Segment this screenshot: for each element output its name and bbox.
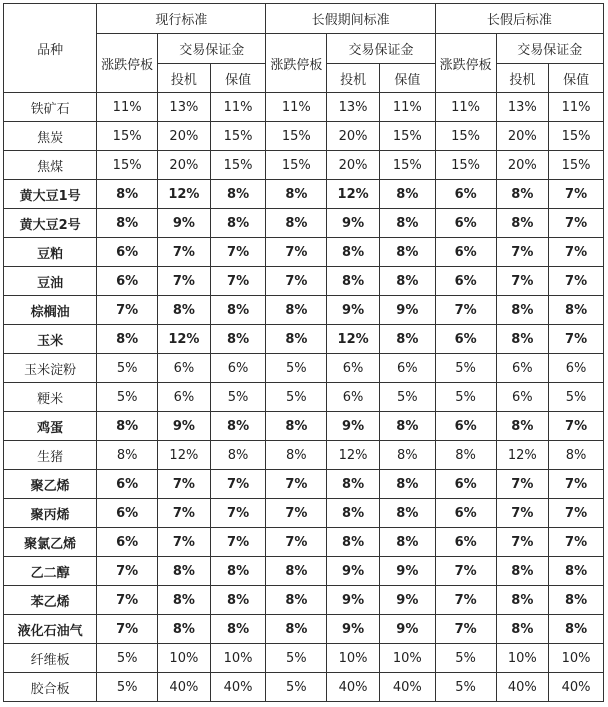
table-cell: 9% — [327, 557, 380, 586]
table-cell: 7% — [158, 267, 211, 296]
table-cell: 40% — [327, 673, 380, 702]
variety-name: 铁矿石 — [4, 93, 97, 122]
header-speculation: 投机 — [158, 64, 211, 93]
table-cell: 8% — [158, 615, 211, 644]
table-cell: 7% — [210, 528, 266, 557]
table-cell: 5% — [379, 383, 435, 412]
table-row — [4, 325, 604, 354]
variety-name: 聚氯乙烯 — [4, 528, 97, 557]
table-cell: 6% — [549, 354, 604, 383]
table-cell: 5% — [97, 354, 158, 383]
table-cell: 7% — [496, 528, 549, 557]
table-cell: 10% — [210, 644, 266, 673]
table-row — [4, 267, 604, 296]
header-group-holiday: 长假期间标准 — [266, 4, 435, 34]
table-cell: 8% — [266, 325, 327, 354]
table-row — [4, 238, 604, 267]
header-margin: 交易保证金 — [158, 34, 266, 64]
table-cell: 5% — [549, 383, 604, 412]
table-cell: 7% — [549, 267, 604, 296]
table-cell: 9% — [379, 557, 435, 586]
table-cell: 8% — [549, 441, 604, 470]
table-cell: 6% — [435, 209, 496, 238]
table-cell: 5% — [266, 383, 327, 412]
table-row — [4, 441, 604, 470]
table-row — [4, 499, 604, 528]
table-cell: 15% — [549, 122, 604, 151]
header-speculation: 投机 — [327, 64, 380, 93]
variety-name: 乙二醇 — [4, 557, 97, 586]
table-cell: 6% — [435, 325, 496, 354]
header-hedge: 保值 — [379, 64, 435, 93]
table-cell: 15% — [379, 122, 435, 151]
table-row — [4, 557, 604, 586]
table-cell: 8% — [549, 557, 604, 586]
table-cell: 20% — [158, 151, 211, 180]
table-cell: 40% — [379, 673, 435, 702]
variety-name: 棕榈油 — [4, 296, 97, 325]
table-cell: 20% — [496, 151, 549, 180]
table-cell: 8% — [549, 615, 604, 644]
table-cell: 5% — [97, 673, 158, 702]
table-cell: 8% — [496, 325, 549, 354]
header-hedge: 保值 — [210, 64, 266, 93]
table-cell: 9% — [158, 412, 211, 441]
table-cell: 5% — [266, 673, 327, 702]
table-cell: 9% — [327, 296, 380, 325]
table-cell: 8% — [158, 586, 211, 615]
header-margin: 交易保证金 — [327, 34, 435, 64]
table-cell: 8% — [379, 441, 435, 470]
variety-name: 液化石油气 — [4, 615, 97, 644]
table-cell: 7% — [549, 412, 604, 441]
table-cell: 6% — [435, 180, 496, 209]
table-cell: 7% — [549, 470, 604, 499]
variety-name: 纤维板 — [4, 644, 97, 673]
variety-name: 聚丙烯 — [4, 499, 97, 528]
table-cell: 8% — [266, 557, 327, 586]
table-cell: 13% — [496, 93, 549, 122]
table-row — [4, 354, 604, 383]
table-cell: 20% — [327, 151, 380, 180]
table-cell: 6% — [158, 383, 211, 412]
table-cell: 7% — [97, 557, 158, 586]
table-cell: 8% — [496, 412, 549, 441]
table-row — [4, 296, 604, 325]
table-cell: 11% — [266, 93, 327, 122]
table-cell: 6% — [435, 238, 496, 267]
variety-name: 玉米 — [4, 325, 97, 354]
table-cell: 15% — [266, 151, 327, 180]
table-cell: 40% — [496, 673, 549, 702]
table-row — [4, 528, 604, 557]
table-cell: 40% — [158, 673, 211, 702]
table-cell: 10% — [158, 644, 211, 673]
table-cell: 7% — [210, 470, 266, 499]
table-cell: 15% — [435, 151, 496, 180]
table-cell: 6% — [97, 528, 158, 557]
table-cell: 6% — [435, 412, 496, 441]
table-cell: 7% — [266, 267, 327, 296]
table-cell: 7% — [435, 586, 496, 615]
table-cell: 6% — [327, 383, 380, 412]
table-cell: 8% — [496, 180, 549, 209]
table-cell: 8% — [266, 209, 327, 238]
table-cell: 8% — [379, 499, 435, 528]
table-cell: 6% — [435, 499, 496, 528]
table-cell: 8% — [379, 528, 435, 557]
table-cell: 5% — [97, 383, 158, 412]
table-cell: 7% — [496, 267, 549, 296]
table-cell: 11% — [435, 93, 496, 122]
table-cell: 6% — [435, 470, 496, 499]
table-cell: 8% — [379, 412, 435, 441]
table-cell: 15% — [97, 122, 158, 151]
table-cell: 12% — [158, 325, 211, 354]
table-cell: 8% — [327, 238, 380, 267]
table-cell: 9% — [327, 412, 380, 441]
table-cell: 13% — [327, 93, 380, 122]
table-cell: 8% — [210, 441, 266, 470]
table-cell: 12% — [158, 180, 211, 209]
table-cell: 8% — [327, 470, 380, 499]
table-cell: 6% — [158, 354, 211, 383]
table-cell: 40% — [549, 673, 604, 702]
table-cell: 7% — [97, 296, 158, 325]
table-row — [4, 470, 604, 499]
table-cell: 6% — [97, 499, 158, 528]
table-cell: 8% — [210, 615, 266, 644]
table-cell: 10% — [327, 644, 380, 673]
table-cell: 8% — [379, 209, 435, 238]
table-cell: 6% — [97, 267, 158, 296]
variety-name: 胶合板 — [4, 673, 97, 702]
header-margin: 交易保证金 — [496, 34, 604, 64]
table-cell: 11% — [97, 93, 158, 122]
table-cell: 7% — [549, 209, 604, 238]
table-cell: 20% — [327, 122, 380, 151]
table-cell: 8% — [496, 615, 549, 644]
table-cell: 7% — [435, 296, 496, 325]
table-cell: 8% — [97, 441, 158, 470]
table-cell: 8% — [266, 296, 327, 325]
variety-name: 豆油 — [4, 267, 97, 296]
table-cell: 8% — [158, 296, 211, 325]
table-cell: 8% — [266, 441, 327, 470]
table-cell: 7% — [266, 528, 327, 557]
table-cell: 8% — [266, 180, 327, 209]
table-cell: 7% — [435, 615, 496, 644]
table-cell: 6% — [435, 267, 496, 296]
table-cell: 7% — [158, 238, 211, 267]
table-cell: 8% — [210, 209, 266, 238]
table-cell: 7% — [210, 499, 266, 528]
table-cell: 8% — [266, 412, 327, 441]
header-variety: 品种 — [4, 4, 97, 93]
table-cell: 10% — [379, 644, 435, 673]
table-cell: 8% — [379, 180, 435, 209]
table-cell: 8% — [210, 412, 266, 441]
table-cell: 8% — [379, 470, 435, 499]
table-cell: 8% — [210, 325, 266, 354]
table-cell: 7% — [266, 238, 327, 267]
table-cell: 7% — [158, 528, 211, 557]
table-row — [4, 615, 604, 644]
table-cell: 11% — [210, 93, 266, 122]
table-cell: 8% — [379, 325, 435, 354]
table-row — [4, 151, 604, 180]
table-body — [4, 93, 604, 702]
table-cell: 8% — [327, 499, 380, 528]
table-cell: 8% — [379, 238, 435, 267]
table-cell: 8% — [496, 209, 549, 238]
table-cell: 7% — [210, 267, 266, 296]
variety-name: 豆粕 — [4, 238, 97, 267]
table-cell: 7% — [549, 499, 604, 528]
table-cell: 9% — [158, 209, 211, 238]
table-cell: 8% — [210, 557, 266, 586]
table-cell: 7% — [496, 499, 549, 528]
variety-name: 鸡蛋 — [4, 412, 97, 441]
table-cell: 7% — [210, 238, 266, 267]
header-limit: 涨跌停板 — [97, 34, 158, 93]
variety-name: 黄大豆2号 — [4, 209, 97, 238]
table-cell: 11% — [379, 93, 435, 122]
table-cell: 6% — [379, 354, 435, 383]
table-cell: 7% — [549, 528, 604, 557]
table-cell: 9% — [379, 296, 435, 325]
table-cell: 8% — [496, 296, 549, 325]
table-cell: 10% — [549, 644, 604, 673]
table-cell: 15% — [435, 122, 496, 151]
table-cell: 5% — [435, 383, 496, 412]
table-cell: 6% — [496, 383, 549, 412]
table-cell: 8% — [210, 180, 266, 209]
header-group-current: 现行标准 — [97, 4, 266, 34]
table-cell: 6% — [210, 354, 266, 383]
table-cell: 8% — [266, 615, 327, 644]
table-cell: 5% — [266, 354, 327, 383]
table-cell: 15% — [379, 151, 435, 180]
table-cell: 11% — [549, 93, 604, 122]
table-cell: 9% — [327, 615, 380, 644]
table-cell: 7% — [158, 499, 211, 528]
table-cell: 6% — [327, 354, 380, 383]
table-cell: 9% — [379, 586, 435, 615]
header-speculation: 投机 — [496, 64, 549, 93]
table-cell: 12% — [158, 441, 211, 470]
table-cell: 9% — [379, 615, 435, 644]
table-cell: 15% — [210, 151, 266, 180]
variety-name: 焦炭 — [4, 122, 97, 151]
table-cell: 7% — [496, 238, 549, 267]
table-row — [4, 673, 604, 702]
table-cell: 5% — [435, 673, 496, 702]
table-cell: 7% — [158, 470, 211, 499]
variety-name: 苯乙烯 — [4, 586, 97, 615]
table-cell: 8% — [97, 180, 158, 209]
header-group-after: 长假后标准 — [435, 4, 603, 34]
table-cell: 6% — [435, 528, 496, 557]
table-cell: 6% — [97, 238, 158, 267]
variety-name: 聚乙烯 — [4, 470, 97, 499]
table-cell: 7% — [435, 557, 496, 586]
table-cell: 8% — [158, 557, 211, 586]
variety-name: 生猪 — [4, 441, 97, 470]
table-cell: 20% — [158, 122, 211, 151]
table-cell: 12% — [327, 325, 380, 354]
variety-name: 黄大豆1号 — [4, 180, 97, 209]
table-cell: 8% — [496, 586, 549, 615]
table-cell: 13% — [158, 93, 211, 122]
table-row — [4, 586, 604, 615]
table-cell: 9% — [327, 586, 380, 615]
table-cell: 7% — [496, 470, 549, 499]
table-cell: 8% — [97, 412, 158, 441]
table-cell: 5% — [266, 644, 327, 673]
header-limit: 涨跌停板 — [266, 34, 327, 93]
table-cell: 8% — [549, 296, 604, 325]
table-cell: 9% — [327, 209, 380, 238]
table-cell: 8% — [496, 557, 549, 586]
table-cell: 12% — [496, 441, 549, 470]
table-cell: 15% — [210, 122, 266, 151]
margin-limit-table — [3, 3, 604, 702]
table-cell: 8% — [210, 586, 266, 615]
table-row — [4, 644, 604, 673]
table-row — [4, 93, 604, 122]
table-cell: 8% — [549, 586, 604, 615]
table-cell: 15% — [549, 151, 604, 180]
table-cell: 10% — [496, 644, 549, 673]
table-cell: 8% — [435, 441, 496, 470]
table-cell: 6% — [97, 470, 158, 499]
table-cell: 8% — [379, 267, 435, 296]
table-row — [4, 412, 604, 441]
variety-name: 粳米 — [4, 383, 97, 412]
variety-name: 玉米淀粉 — [4, 354, 97, 383]
table-cell: 5% — [210, 383, 266, 412]
table-cell: 8% — [210, 296, 266, 325]
table-row — [4, 122, 604, 151]
table-cell: 15% — [266, 122, 327, 151]
table-cell: 8% — [266, 586, 327, 615]
table-cell: 5% — [97, 644, 158, 673]
table-cell: 15% — [97, 151, 158, 180]
table-cell: 8% — [97, 325, 158, 354]
table-row — [4, 383, 604, 412]
table-cell: 20% — [496, 122, 549, 151]
table-cell: 6% — [496, 354, 549, 383]
table-cell: 12% — [327, 180, 380, 209]
table-cell: 7% — [266, 470, 327, 499]
table-row — [4, 180, 604, 209]
table-cell: 8% — [327, 528, 380, 557]
table-row — [4, 209, 604, 238]
table-cell: 7% — [266, 499, 327, 528]
header-hedge: 保值 — [549, 64, 604, 93]
table-cell: 7% — [549, 180, 604, 209]
table-cell: 7% — [97, 586, 158, 615]
header-limit: 涨跌停板 — [435, 34, 496, 93]
table-cell: 5% — [435, 354, 496, 383]
table-cell: 7% — [549, 238, 604, 267]
table-cell: 5% — [435, 644, 496, 673]
table-cell: 8% — [97, 209, 158, 238]
table-cell: 7% — [549, 325, 604, 354]
table-cell: 12% — [327, 441, 380, 470]
variety-name: 焦煤 — [4, 151, 97, 180]
table-cell: 7% — [97, 615, 158, 644]
table-cell: 40% — [210, 673, 266, 702]
table-cell: 8% — [327, 267, 380, 296]
